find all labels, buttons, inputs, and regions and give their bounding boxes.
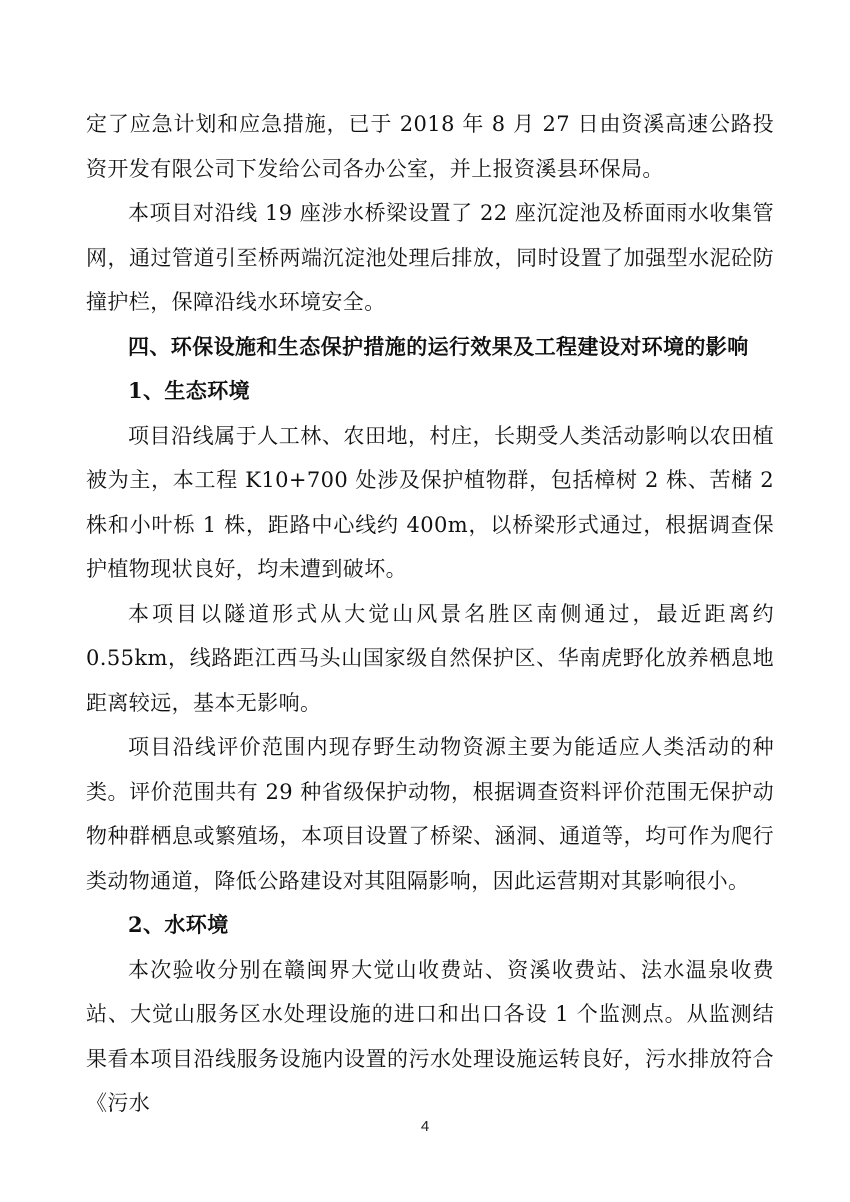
paragraph-wildlife: 项目沿线评价范围内现存野生动物资源主要为能适应人类活动的种类。评价范围共有 29 种省级保护动物，根据调查资料评价范围无保护动物种群栖息或繁殖场，本项目设置了桥梁、涵洞、通道等，均可作为爬行类动物通道，降低公路建设对其阻隔影响，因此运营期对其影响很小。 — [86, 735, 774, 893]
subsection-heading-ecology: 1、生态环境 — [128, 378, 251, 403]
paragraph-water-monitoring: 本次验收分别在赣闽界大觉山收费站、资溪收费站、法水温泉收费站、大觉山服务区水处理设施的进口和出口各设 1 个监测点。从监测结果看本项目沿线服务设施内设置的污水处理设施运转良好，污水排放符合《污水 — [86, 957, 774, 1115]
body-text — [86, 102, 774, 1126]
paragraph-scenic-area: 本项目以隧道形式从大觉山风景名胜区南侧通过，最近距离约 0.55km，线路距江西马头山国家级自然保护区、华南虎野化放养栖息地距离较远，基本无影响。 — [86, 601, 774, 715]
page-number: 4 — [420, 1118, 430, 1135]
paragraph-protected-plants: 项目沿线属于人工林、农田地，村庄，长期受人类活动影响以农田植被为主，本工程 K10+700 处涉及保护植物群，包括樟树 2 株、苦槠 2 株和小叶栎 1 株，距路中心线约 400m，以桥梁形式通过，根据调查保护植物现状良好，均未遭到破坏。 — [86, 423, 774, 581]
subsection-heading-water: 2、水环境 — [128, 912, 229, 937]
section-heading-4: 四、环保设施和生态保护措施的运行效果及工程建设对环境的影响 — [128, 333, 749, 359]
paragraph-emergency-plan: 定了应急计划和应急措施，已于 2018 年 8 月 27 日由资溪高速公路投资开发有限公司下发给公司各办公室，并上报资溪县环保局。 — [86, 112, 774, 181]
paragraph-bridge-runoff: 本项目对沿线 19 座涉水桥梁设置了 22 座沉淀池及桥面雨水收集管网，通过管道引至桥两端沉淀池处理后排放，同时设置了加强型水泥砼防撞护栏，保障沿线水环境安全。 — [86, 201, 774, 314]
